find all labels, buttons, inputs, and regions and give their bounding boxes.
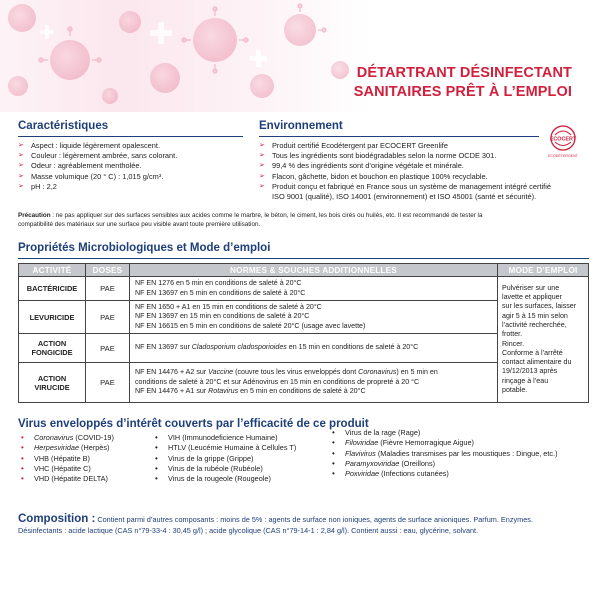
header-doses: DOSES <box>86 264 130 277</box>
norme-line: NF EN 16615 en 5 min en conditions de saleté 20°C (usage avec lavette) <box>135 321 366 330</box>
composition-heading: Composition : <box>18 513 96 525</box>
precaution-line-2: compatibilité des matériaux sur une surface peu visible avant toute première utilisation. <box>18 221 261 228</box>
activite-line: VIRUCIDE <box>34 382 70 392</box>
normes-cell <box>130 334 498 363</box>
list-item-continued: ISO 9001 (qualité), ISO 14001 (environnement) et ISO 45001 (santé et sécurité). <box>272 192 537 202</box>
list-item: • Virus de la grippe (Grippe) <box>152 454 296 464</box>
header-banner <box>0 0 600 112</box>
list-item: • Virus de la rage (Rage) <box>329 428 558 438</box>
list-item: • VHC (Hépatite C) <box>18 464 114 474</box>
list-item: ➢ Tous les ingrédients sont biodégradables selon la norme OCDE 301. <box>259 151 551 161</box>
mode-line: l’activité recherchée, <box>502 320 567 329</box>
mode-line: frotter. <box>502 330 523 339</box>
composition-line-1: Contient parmi d’autres composants : moins de 5% : agents de surface non ioniques, agents de surface anioniques. Parfum. Enzymes. <box>95 515 533 524</box>
normes-cell <box>130 277 498 301</box>
list-item: • VIH (Immunodeficience Humaine) <box>152 433 296 443</box>
composition-line-2: Désinfectants : acide lactique (CAS n°79-33-4 : 30,45 g/l) ; acide glycolique (CAS n°79-14-1 : 2,84 g/l). Contient aussi : eau, glycérine, solvant. <box>18 525 479 535</box>
norme-species: Coronavirus <box>358 368 397 377</box>
mode-line: lavette et appliquer <box>502 293 562 302</box>
activite-cell: BACTÉRICIDE <box>19 277 86 301</box>
activite-line: ACTION <box>37 373 67 383</box>
norme-species: Cladosporium cladosporioides <box>191 343 287 352</box>
virus-list-col3 <box>329 428 558 479</box>
list-item: ➢ Produit conçu et fabriqué en France sous un système de management intégré certifié <box>259 182 551 192</box>
list-item: • Poxviridae (Infections cutanées) <box>329 469 558 479</box>
mode-line: contact alimentaire du <box>502 358 572 367</box>
list-item: • HTLV (Leucémie Humaine à Cellules T) <box>152 443 296 453</box>
mode-line: Rincer. <box>502 339 525 348</box>
activite-cell <box>19 334 86 363</box>
list-item: ➢ pH : 2,2 <box>18 182 177 192</box>
list-item: ➢ Couleur : légèrement ambrée, sans colorant. <box>18 151 177 161</box>
caracteristiques-heading: Caractéristiques <box>18 120 109 132</box>
caracteristiques-underline <box>18 136 243 137</box>
list-item: • Virus de la rougeole (Rougeole) <box>152 474 296 484</box>
virus-heading: Virus enveloppés d’intérêt couverts par l’efficacité de ce produit <box>18 418 369 430</box>
composition-block <box>18 514 593 536</box>
list-item: • Paramyxoviridae (Oreillons) <box>329 459 558 469</box>
list-item: ➢ Masse volumique (20 ° C) : 1,015 g/cm³. <box>18 172 177 182</box>
norme-line <box>135 387 497 397</box>
norme-line: conditions de saleté à 20°C et sur Adénovirus en 15 min en conditions de propreté à 20 °C <box>135 377 420 386</box>
table-row <box>19 277 589 301</box>
mode-line: Conforme à l’arrêté <box>502 348 563 357</box>
normes-cell <box>130 301 498 334</box>
norme-line: NF EN 1650 + A1 en 15 min en conditions de saleté à 20°C <box>135 302 322 311</box>
norme-line: NF EN 1276 en 5 min en conditions de saleté à 20°C <box>135 278 302 287</box>
activite-cell: LEVURICIDE <box>19 301 86 334</box>
list-item: • VHD (Hépatite DELTA) <box>18 474 114 484</box>
norme-text: en 5 min en conditions de saleté à 20°C <box>238 387 366 396</box>
header-mode: MODE D’EMPLOI <box>498 264 589 277</box>
list-item: ➢ Flacon, gâchette, bidon et bouchon en plastique 100% recyclable. <box>259 172 551 182</box>
title-line-1: DÉTARTRANT DÉSINFECTANT <box>356 65 572 81</box>
normes-cell <box>130 363 498 403</box>
list-item: • Filoviridae (Fièvre Hemorragique Aigue) <box>329 438 558 448</box>
environnement-heading: Environnement <box>259 120 343 132</box>
norme-line: NF EN 13697 en 5 min en conditions de saleté à 20°C <box>135 288 306 297</box>
norme-line: NF EN 13697 en 15 min en conditions de saleté à 20°C <box>135 312 310 321</box>
dose-cell: PAE <box>86 277 130 301</box>
caracteristiques-list <box>18 141 177 192</box>
norme-text: ) en 5 min en <box>396 368 438 377</box>
list-item: • Flavivirus (Maladies transmises par les moustiques : Dingue, etc.) <box>329 449 558 459</box>
list-item: ➢ Odeur : agréablement mentholée. <box>18 161 177 171</box>
norme-text: en 15 min en conditions de saleté à 20°C <box>286 343 419 352</box>
header-activite: ACTIVITÉ <box>19 264 86 277</box>
environnement-list <box>259 141 551 202</box>
table-header-row <box>19 264 589 277</box>
virus-list-col1 <box>18 433 114 484</box>
list-item: ➢ Produit certifié Ecodétergent par ECOCERT Greenlife <box>259 141 551 151</box>
norme-text: (couvre tous les virus enveloppés dont <box>233 368 359 377</box>
mode-line: Pulvériser sur une <box>502 283 560 292</box>
proprietes-heading: Propriétés Microbiologiques et Mode d’emploi <box>18 242 271 254</box>
mode-line: agir 5 à 15 min selon <box>502 311 568 320</box>
mode-line: potable. <box>502 385 528 394</box>
page-title <box>354 64 572 102</box>
list-item: • Herpesviridae (Herpès) <box>18 443 114 453</box>
mode-line: sur les surfaces, laisser <box>502 302 577 311</box>
norme-text: NF EN 13697 sur <box>135 343 192 352</box>
norme-text: NF EN 14476 + A2 sur <box>135 368 209 377</box>
norme-species: Rotavirus <box>208 387 239 396</box>
mode-emploi-cell <box>498 277 589 403</box>
mode-line: rinçage à l’eau <box>502 376 549 385</box>
virus-list-col2 <box>152 433 296 484</box>
dose-cell: PAE <box>86 301 130 334</box>
list-item: ➢ 99,4 % des ingrédients sont d’origine végétale et minérale. <box>259 161 551 171</box>
environnement-underline <box>259 136 539 137</box>
proprietes-table <box>18 263 589 403</box>
activite-line: ACTION <box>37 339 67 348</box>
ecocert-caption: ECODÉTERGENT <box>548 154 578 158</box>
dose-cell: PAE <box>86 363 130 403</box>
list-item: ➢ Aspect : liquide légèrement opalescent. <box>18 141 177 151</box>
activite-cell <box>19 363 86 403</box>
norme-species: Vaccine <box>208 368 234 377</box>
norme-text: NF EN 14476 + A1 sur <box>135 387 209 396</box>
precaution-note <box>18 211 588 229</box>
norme-line <box>135 368 497 378</box>
precaution-line-1: : ne pas appliquer sur des surfaces sensibles aux acides comme le marbre, le béton, le ciment, les bois cirés ou huilés, etc. Il est recommandé de tester la <box>50 212 483 219</box>
proprietes-underline <box>18 258 589 259</box>
activite-line: FONGICIDE <box>31 348 73 357</box>
title-line-2: SANITAIRES PRÊT À L’EMPLOI <box>353 84 572 100</box>
ecocert-logo-text: ECOCERT <box>549 136 577 143</box>
list-item: • Virus de la rubéole (Rubéole) <box>152 464 296 474</box>
ecocert-logo <box>548 125 578 159</box>
dose-cell: PAE <box>86 334 130 363</box>
list-item: • Coronavirus (COVID-19) <box>18 433 114 443</box>
mode-line: 19/12/2013 après <box>502 367 558 376</box>
list-item: • VHB (Hépatite B) <box>18 454 114 464</box>
precaution-label: Précaution <box>18 212 51 219</box>
header-normes: NORMES & SOUCHES ADDITIONNELLES <box>130 264 498 277</box>
